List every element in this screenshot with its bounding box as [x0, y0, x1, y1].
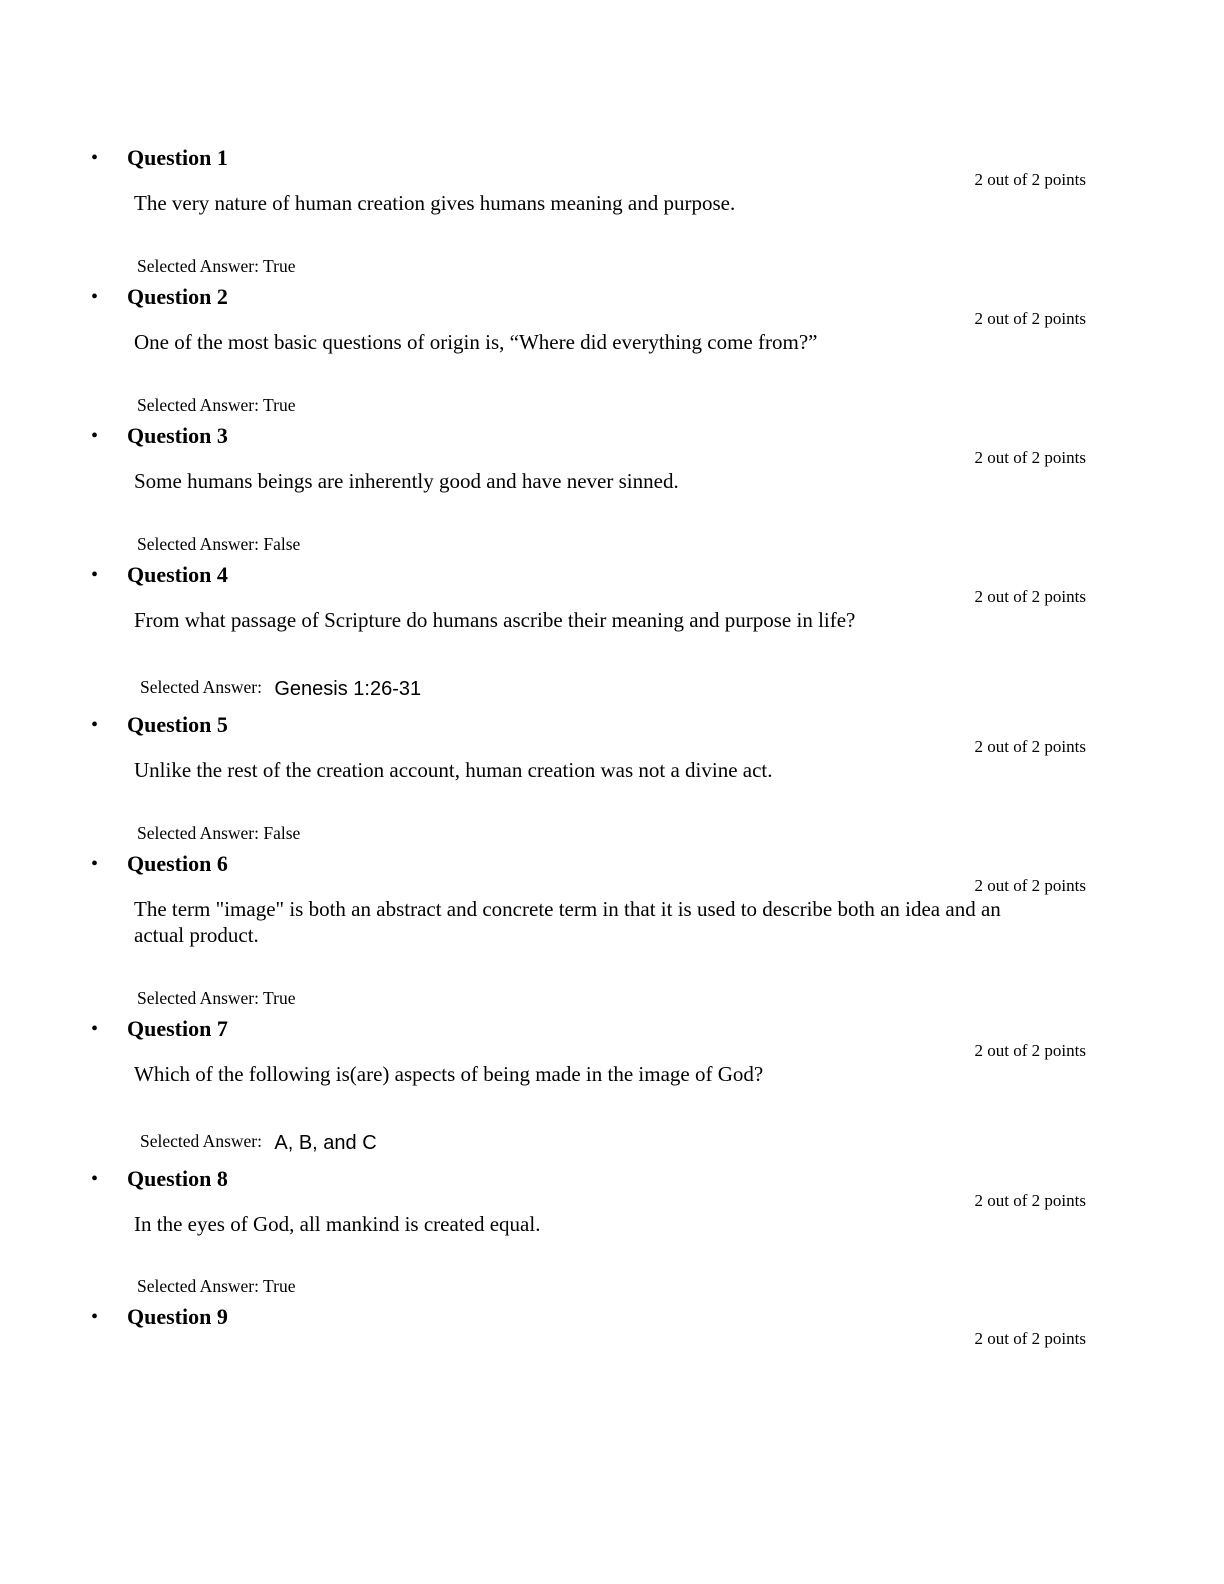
question-title: Question 1 [127, 145, 228, 170]
question-text: In the eyes of God, all mankind is created equal. [134, 1212, 541, 1236]
selected-answer [137, 533, 300, 555]
question-title: Question 9 [127, 1304, 228, 1329]
selected-answer [137, 822, 300, 844]
selected-answer [137, 394, 295, 416]
selected-answer [140, 1130, 377, 1152]
selected-answer-value: Genesis 1:26-31 [274, 678, 422, 700]
selected-answer-label: Selected Answer: [137, 256, 259, 276]
selected-answer-label: Selected Answer: [137, 534, 259, 554]
selected-answer-label: Selected Answer: [137, 823, 259, 843]
selected-answer [137, 1275, 295, 1297]
selected-answer-label: Selected Answer: [140, 1131, 262, 1151]
question-points: 2 out of 2 points [974, 1041, 1086, 1060]
bullet-icon: • [91, 714, 99, 736]
selected-answer [140, 676, 421, 698]
question-text: Some humans beings are inherently good and have never sinned. [134, 469, 679, 493]
question-points: 2 out of 2 points [974, 170, 1086, 189]
selected-answer-label: Selected Answer: [137, 1276, 259, 1296]
selected-answer-value: A, B, and C [274, 1132, 377, 1154]
question-title: Question 6 [127, 851, 228, 876]
selected-answer-value: False [263, 534, 301, 554]
selected-answer-value: True [263, 395, 296, 415]
question-points: 2 out of 2 points [974, 448, 1086, 467]
question-title: Question 5 [127, 712, 228, 737]
question-text: The very nature of human creation gives humans meaning and purpose. [134, 191, 736, 215]
question-points: 2 out of 2 points [974, 1329, 1086, 1348]
selected-answer-label: Selected Answer: [140, 677, 262, 697]
selected-answer-value: True [263, 256, 296, 276]
selected-answer-label: Selected Answer: [137, 988, 259, 1008]
selected-answer-value: True [263, 1276, 296, 1296]
selected-answer [137, 987, 295, 1009]
question-text: The term "image" is both an abstract and concrete term in that it is used to describe both an idea and an actual product. [134, 897, 1001, 947]
question-title: Question 8 [127, 1166, 228, 1191]
selected-answer-label: Selected Answer: [137, 395, 259, 415]
bullet-icon: • [91, 425, 99, 447]
question-text: One of the most basic questions of origin is, “Where did everything come from?” [134, 330, 818, 354]
question-text: From what passage of Scripture do humans ascribe their meaning and purpose in life? [134, 608, 856, 632]
bullet-icon: • [91, 1306, 99, 1328]
question-text: Which of the following is(are) aspects of being made in the image of God? [134, 1062, 764, 1086]
bullet-icon: • [91, 853, 99, 875]
question-points: 2 out of 2 points [974, 309, 1086, 328]
bullet-icon: • [91, 286, 99, 308]
bullet-icon: • [91, 147, 99, 169]
question-points: 2 out of 2 points [974, 1191, 1086, 1210]
question-points: 2 out of 2 points [974, 737, 1086, 756]
question-points: 2 out of 2 points [974, 876, 1086, 895]
selected-answer [137, 255, 295, 277]
bullet-icon: • [91, 1018, 99, 1040]
question-title: Question 3 [127, 423, 228, 448]
bullet-icon: • [91, 564, 99, 586]
selected-answer-value: True [263, 988, 296, 1008]
question-title: Question 7 [127, 1016, 228, 1041]
question-title: Question 2 [127, 284, 228, 309]
question-points: 2 out of 2 points [974, 587, 1086, 606]
question-text: Unlike the rest of the creation account, human creation was not a divine act. [134, 758, 773, 782]
question-title: Question 4 [127, 562, 228, 587]
selected-answer-value: False [263, 823, 301, 843]
bullet-icon: • [91, 1168, 99, 1190]
